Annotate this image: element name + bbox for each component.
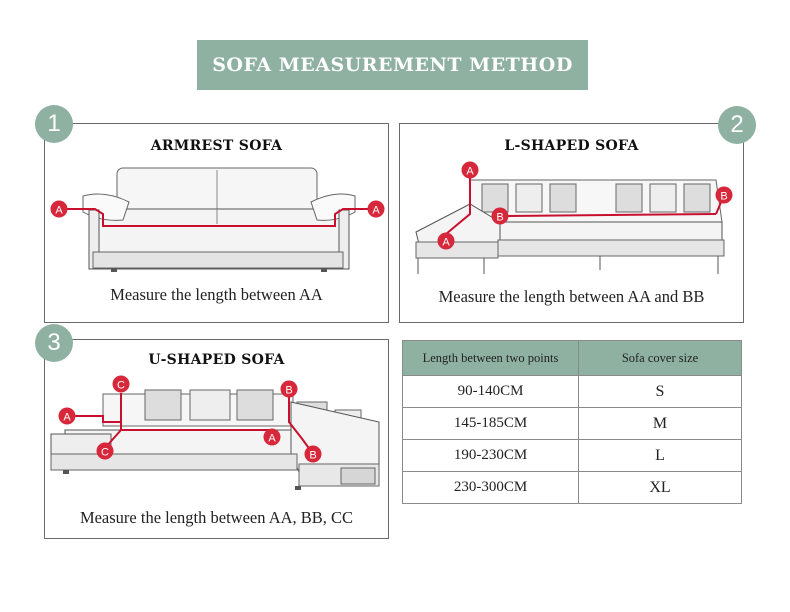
marker-label: A (372, 204, 380, 217)
step-number-badge: 1 (35, 105, 73, 143)
size-table (402, 340, 742, 504)
marker-label: C (101, 446, 109, 459)
panel-caption: Measure the length between AA, BB, CC (79, 508, 354, 527)
marker-label: A (268, 432, 276, 445)
size-cell: XL (579, 472, 742, 504)
size-cell: L (579, 440, 742, 472)
table-row (403, 408, 742, 440)
table-header-row (403, 341, 742, 376)
table-row (403, 440, 742, 472)
marker-label: B (309, 449, 317, 462)
marker-label: B (285, 384, 293, 397)
marker-label: B (496, 211, 504, 224)
marker-label: A (466, 165, 474, 178)
panel-title: ARMREST SOFA (150, 138, 283, 154)
panel-title: U-SHAPED SOFA (148, 352, 285, 368)
panel-u-shaped-sofa (44, 339, 389, 539)
marker-label: B (720, 190, 728, 203)
step-number-badge: 2 (718, 106, 756, 144)
size-cell: S (579, 376, 742, 408)
length-cell: 90-140CM (403, 376, 579, 408)
column-header: Length between two points (403, 341, 579, 376)
marker-label: A (442, 236, 450, 249)
panel-caption: Measure the length between AA and BB (438, 287, 705, 306)
step-number-badge: 3 (35, 324, 73, 362)
marker-label: C (117, 379, 125, 392)
panel-title: L-SHAPED SOFA (504, 138, 639, 154)
length-cell: 145-185CM (403, 408, 579, 440)
marker-label: A (63, 411, 71, 424)
marker-label: A (55, 204, 63, 217)
panel-caption: Measure the length between AA (110, 285, 323, 304)
length-cell: 190-230CM (403, 440, 579, 472)
panel-armrest-sofa (44, 123, 389, 323)
panel-l-shaped-sofa (399, 123, 744, 323)
size-cell: M (579, 408, 742, 440)
column-header: Sofa cover size (579, 341, 742, 376)
length-cell: 230-300CM (403, 472, 579, 504)
table-row (403, 376, 742, 408)
page-title: SOFA MEASUREMENT METHOD (197, 40, 588, 90)
table-row (403, 472, 742, 504)
